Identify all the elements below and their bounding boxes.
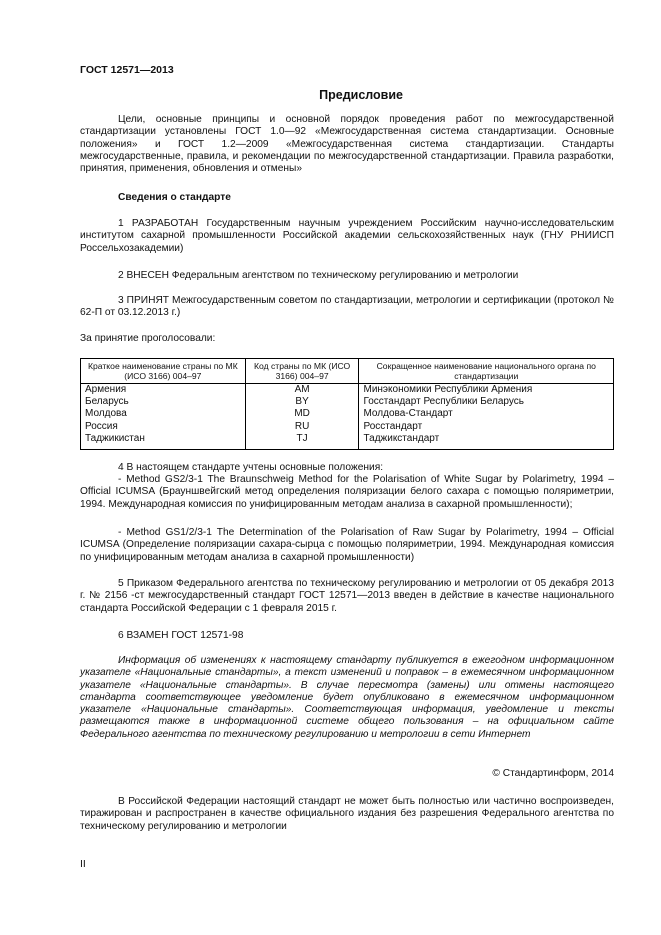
cell-country: Беларусь: [81, 396, 246, 408]
header-country-code: Код страны по МК (ИСО 3166) 004–97: [245, 359, 359, 384]
cell-country: Россия: [81, 421, 246, 433]
item-4-method-b: - Method GS1/2/3-1 The Determination of the Polarisation of Raw Sugar by Polarimetry, 1994 – Official ICUMSA (Определение поляризации сахара-сырца с помощью поляриметрии, 1994. Международная комиссия по унифицированным методам анализа в сахарной промышленности): [80, 527, 614, 563]
cell-country: Армения: [81, 384, 246, 397]
cell-code: TJ: [245, 433, 359, 450]
item-4-title: 4 В настоящем стандарте учтены основные положения:: [118, 462, 384, 473]
table-row: [81, 408, 614, 420]
document-header-id: ГОСТ 12571—2013: [80, 64, 174, 76]
cell-national-body: Минэкономики Республики Армения: [359, 384, 614, 397]
cell-code: RU: [245, 421, 359, 433]
cell-national-body: Госстандарт Республики Беларусь: [359, 396, 614, 408]
section-title: Сведения о стандарте: [118, 192, 231, 203]
copyright: © Стандартинформ, 2014: [492, 768, 614, 779]
cell-country: Молдова: [81, 408, 246, 420]
cell-national-body: Росстандарт: [359, 421, 614, 433]
intro-paragraph: Цели, основные принципы и основной порядок проведения работ по межгосударственной стандартизации установлены ГОСТ 1.0—92 «Межгосударственная система стандартизации. Основные положения» и ГОСТ 1.2—2009 «Межгосударственная система стандартизации. Стандарты межгосударственные, правила, и рекомендации по межгосударственной стандартизации. Правила разработки, принятия, применения, обновления и отмены»: [80, 114, 614, 175]
cell-code: MD: [245, 408, 359, 420]
item-2-introduced-by: 2 ВНЕСЕН Федеральным агентством по техническому регулированию и метрологии: [118, 270, 519, 281]
page-title: Предисловие: [319, 88, 403, 102]
table-row: [81, 421, 614, 433]
reproduction-notice: В Российской Федерации настоящий стандарт не может быть полностью или частично воспроизведен, тиражирован и распространен в качестве официального издания без разрешения Федерального агентства по техническому регулированию и метрологии: [80, 796, 614, 832]
cell-national-body: Таджикстандарт: [359, 433, 614, 450]
cell-code: BY: [245, 396, 359, 408]
item-3-adopted-by: 3 ПРИНЯТ Межгосударственным советом по стандартизации, метрологии и сертификации (протокол № 62-П от 03.12.2013 г.): [80, 295, 614, 319]
cell-country: Таджикистан: [81, 433, 246, 450]
item-6-replaces: 6 ВЗАМЕН ГОСТ 12571-98: [118, 630, 244, 641]
info-notice: Информация об изменениях к настоящему стандарту публикуется в ежегодном информационном указателе «Национальные стандарты», а текст изменений и поправок – в ежемесячном информационном указателе «Национальные стандарты». В случае пересмотра (замены) или отмены настоящего стандарта соответствующее уведомление будет опубликовано в ежемесячном информационном указателе «Национальные стандарты». Соответствующая информация, уведомление и тексты размещаются также в информационной системе общего пользования – на официальном сайте Федерального агентства по техническому регулированию и метрологии в сети Интернет: [80, 655, 614, 740]
table-row: [81, 396, 614, 408]
table-row: [81, 384, 614, 397]
item-1-developed-by: 1 РАЗРАБОТАН Государственным научным учреждением Российским научно-исследовательским институтом сахарной промышленности Российской академии сельскохозяйственных наук (ГНУ РНИИСП Россельхозакадемии): [80, 218, 614, 254]
table-row: [81, 433, 614, 450]
item-4-method-a: - Method GS2/3-1 The Braunschweig Method for the Polarisation of White Sugar by Polarimetry, 1994 – Official ICUMSA (Брауншвейгский метод определения поляризации белого сахара с помощью поляриметрии, 1994. Международная комиссия по унифицированным методам анализа в сахарной промышленности);: [80, 474, 614, 510]
cell-national-body: Молдова-Стандарт: [359, 408, 614, 420]
item-5-order: 5 Приказом Федерального агентства по техническому регулированию и метрологии от 05 декабря 2013 г. № 2156 -ст межгосударственный стандарт ГОСТ 12571—2013 введен в действие в качестве национального стандарта Российской Федерации с 1 февраля 2015 г.: [80, 578, 614, 614]
page-number: II: [80, 858, 86, 870]
table-header-row: [81, 359, 614, 384]
voting-table: [80, 358, 614, 450]
header-national-body: Сокращенное наименование национального органа по стандартизации: [359, 359, 614, 384]
header-country-name: Краткое наименование страны по МК (ИСО 3166) 004–97: [81, 359, 246, 384]
voted-label: За принятие проголосовали:: [80, 333, 216, 344]
cell-code: AM: [245, 384, 359, 397]
